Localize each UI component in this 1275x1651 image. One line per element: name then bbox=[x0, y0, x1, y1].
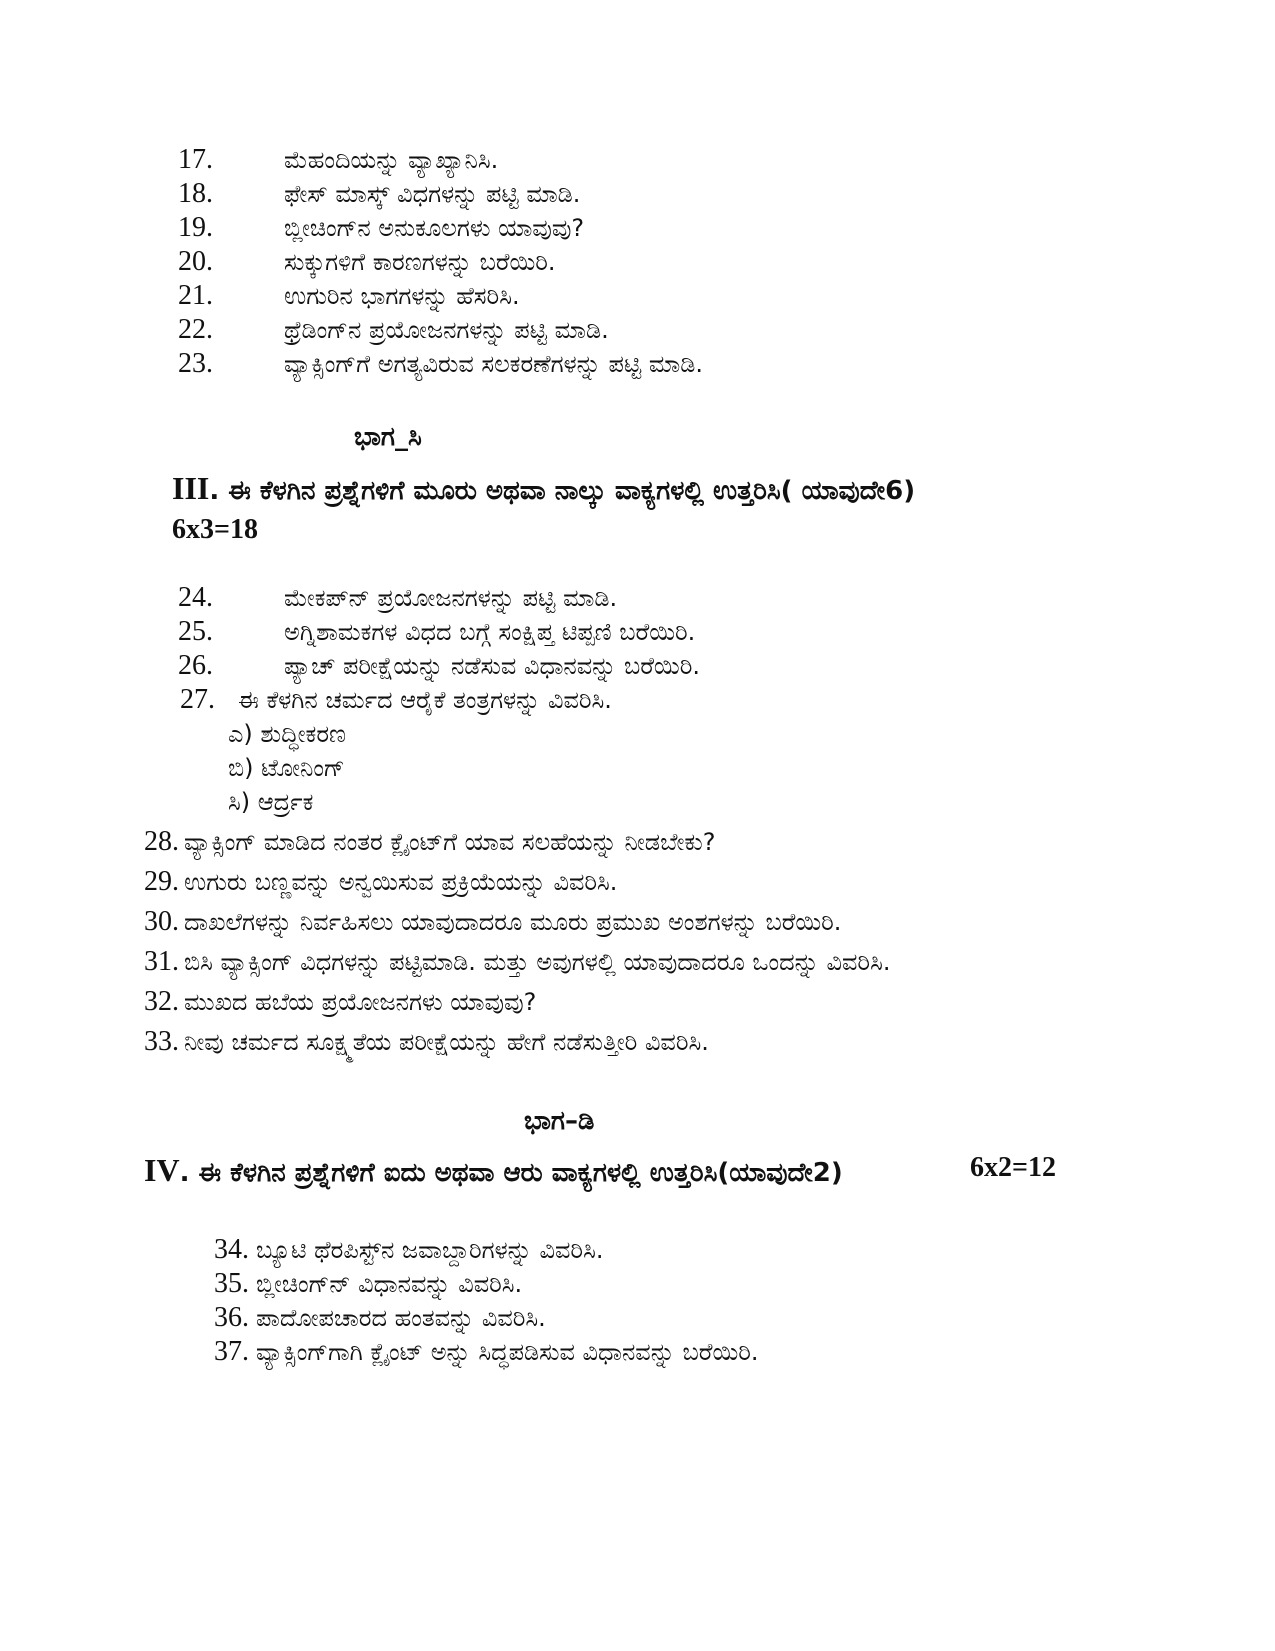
instruction-text: . ಈ ಕೆಳಗಿನ ಪ್ರಶ್ನೆಗಳಿಗೆ ಐದು ಅಥವಾ ಆರು ವಾಕ್ಯಗಳಲ್ಲಿ ಉತ್ತರಿಸಿ(ಯಾವುದೇ2) bbox=[179, 1158, 843, 1188]
question-number: 34. bbox=[214, 1234, 249, 1265]
question-number: 28. bbox=[144, 826, 179, 857]
question-number: 25. bbox=[178, 616, 213, 647]
section-roman-numeral: IV bbox=[144, 1152, 180, 1188]
question-text: ಥ್ರೆಡಿಂಗ್‌ನ ಪ್ರಯೋಜನಗಳನ್ನು ಪಟ್ಟಿ ಮಾಡಿ. bbox=[284, 316, 609, 344]
question-number: 32. bbox=[144, 986, 179, 1017]
question-number: 22. bbox=[178, 314, 213, 345]
question-number: 35. bbox=[214, 1268, 249, 1299]
sub-item: ಸಿ) ಆರ್ದ್ರಕ bbox=[228, 788, 314, 816]
question-number: 23. bbox=[178, 348, 213, 379]
question-text: ಬ್ಲೀಚಿಂಗ್‌ನ ಅನುಕೂಲಗಳು ಯಾವುವು? bbox=[284, 214, 585, 242]
question-text: ಫೇಸ್ ಮಾಸ್ಕ್ ವಿಧಗಳನ್ನು ಪಟ್ಟಿ ಮಾಡಿ. bbox=[284, 180, 581, 208]
question-number: 37. bbox=[214, 1336, 249, 1367]
part-d-marks bbox=[970, 1152, 1056, 1184]
question-text: ವ್ಯಾಕ್ಸಿಂಗ್‌ಗೆ ಅಗತ್ಯವಿರುವ ಸಲಕರಣೆಗಳನ್ನು ಪಟ್ಟಿ ಮಾಡಿ. bbox=[284, 350, 703, 378]
question-text: ಸುಕ್ಕುಗಳಿಗೆ ಕಾರಣಗಳನ್ನು ಬರೆಯಿರಿ. bbox=[284, 248, 556, 276]
part-d-title: ಭಾಗ–ಡಿ bbox=[524, 1106, 595, 1136]
question-text: ಬ್ಯೂಟಿ ಥೆರಪಿಸ್ಟ್‌ನ ಜವಾಬ್ದಾರಿಗಳನ್ನು ವಿವರಿಸಿ. bbox=[256, 1236, 604, 1264]
question-text: ಈ ಕೆಳಗಿನ ಚರ್ಮದ ಆರೈಕೆ ತಂತ್ರಗಳನ್ನು ವಿವರಿಸಿ. bbox=[238, 686, 612, 714]
question-text: ಪಾದೋಪಚಾರದ ಹಂತವನ್ನು ವಿವರಿಸಿ. bbox=[256, 1304, 546, 1332]
question-number: 33. bbox=[144, 1026, 179, 1057]
question-text: ಬಿಸಿ ವ್ಯಾಕ್ಸಿಂಗ್ ವಿಧಗಳನ್ನು ಪಟ್ಟಿಮಾಡಿ. ಮತ್ತು ಅವುಗಳಲ್ಲಿ ಯಾವುದಾದರೂ ಒಂದನ್ನು ವಿವರಿಸಿ. bbox=[184, 948, 891, 976]
question-number: 29. bbox=[144, 866, 179, 897]
question-text: ವ್ಯಾಕ್ಸಿಂಗ್ ಮಾಡಿದ ನಂತರ ಕ್ಲೈಂಟ್‌ಗೆ ಯಾವ ಸಲಹೆಯನ್ನು ನೀಡಬೇಕು? bbox=[184, 828, 716, 856]
part-c-title: ಭಾಗ_ಸಿ bbox=[354, 422, 422, 452]
question-text: ನೀವು ಚರ್ಮದ ಸೂಕ್ಷ್ಮತೆಯ ಪರೀಕ್ಷೆಯನ್ನು ಹೇಗೆ ನಡೆಸುತ್ತೀರಿ ವಿವರಿಸಿ. bbox=[184, 1028, 709, 1056]
question-text: ಬ್ಲೀಚಿಂಗ್‌ನ್ ವಿಧಾನವನ್ನು ವಿವರಿಸಿ. bbox=[256, 1270, 523, 1298]
question-number: 17. bbox=[178, 144, 213, 175]
question-number: 18. bbox=[178, 178, 213, 209]
question-text: ಅಗ್ನಿಶಾಮಕಗಳ ವಿಧದ ಬಗ್ಗೆ ಸಂಕ್ಷಿಪ್ತ ಟಿಪ್ಪಣಿ ಬರೆಯಿರಿ. bbox=[284, 618, 696, 646]
question-text: ಪ್ಯಾಚ್ ಪರೀಕ್ಷೆಯನ್ನು ನಡೆಸುವ ವಿಧಾನವನ್ನು ಬರೆಯಿರಿ. bbox=[284, 652, 700, 680]
sub-item: ಬಿ) ಟೋನಿಂಗ್ bbox=[228, 754, 345, 782]
question-number: 31. bbox=[144, 946, 179, 977]
part-c-instruction bbox=[172, 470, 915, 507]
question-text: ಮುಖದ ಹಬೆಯ ಪ್ರಯೋಜನಗಳು ಯಾವುವು? bbox=[184, 988, 537, 1016]
question-number: 19. bbox=[178, 212, 213, 243]
question-number: 20. bbox=[178, 246, 213, 277]
question-text: ದಾಖಲೆಗಳನ್ನು ನಿರ್ವಹಿಸಲು ಯಾವುದಾದರೂ ಮೂರು ಪ್ರಮುಖ ಅಂಶಗಳನ್ನು ಬರೆಯಿರಿ. bbox=[184, 908, 842, 936]
question-number: 30. bbox=[144, 906, 179, 937]
question-number: 26. bbox=[178, 650, 213, 681]
question-number: 21. bbox=[178, 280, 213, 311]
part-c-marks bbox=[172, 514, 258, 546]
question-text: ಉಗುರು ಬಣ್ಣವನ್ನು ಅನ್ವಯಿಸುವ ಪ್ರಕ್ರಿಯೆಯನ್ನು ವಿವರಿಸಿ. bbox=[184, 868, 618, 896]
question-text: ಉಗುರಿನ ಭಾಗಗಳನ್ನು ಹೆಸರಿಸಿ. bbox=[284, 282, 520, 310]
marks-label: 6x2=12 bbox=[970, 1152, 1056, 1183]
question-number: 24. bbox=[178, 582, 213, 613]
part-d-instruction bbox=[144, 1152, 843, 1189]
question-number: 36. bbox=[214, 1302, 249, 1333]
question-text: ಮೆಹಂದಿಯನ್ನು ವ್ಯಾಖ್ಯಾನಿಸಿ. bbox=[284, 146, 499, 174]
sub-item: ಎ) ಶುದ್ಧೀಕರಣ bbox=[228, 720, 347, 748]
marks-label: 6x3=18 bbox=[172, 514, 258, 545]
question-number: 27. bbox=[180, 684, 215, 715]
question-text: ವ್ಯಾಕ್ಸಿಂಗ್‌ಗಾಗಿ ಕ್ಲೈಂಟ್ ಅನ್ನು ಸಿದ್ಧಪಡಿಸುವ ವಿಧಾನವನ್ನು ಬರೆಯಿರಿ. bbox=[256, 1338, 759, 1366]
question-text: ಮೇಕಪ್‌ನ್ ಪ್ರಯೋಜನಗಳನ್ನು ಪಟ್ಟಿ ಮಾಡಿ. bbox=[284, 584, 618, 612]
section-roman-numeral: III bbox=[172, 470, 210, 506]
instruction-text: . ಈ ಕೆಳಗಿನ ಪ್ರಶ್ನೆಗಳಿಗೆ ಮೂರು ಅಥವಾ ನಾಲ್ಕು ವಾಕ್ಯಗಳಲ್ಲಿ ಉತ್ತರಿಸಿ( ಯಾವುದೇ6) bbox=[209, 476, 916, 506]
